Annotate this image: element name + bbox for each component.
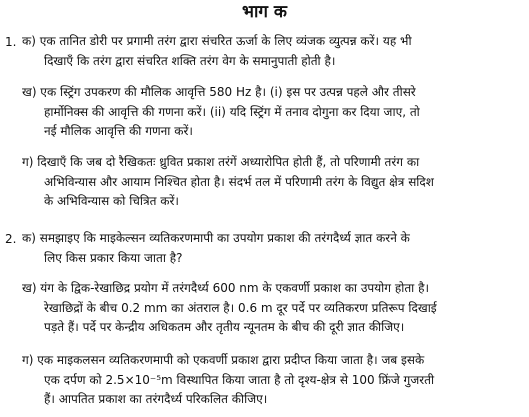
question-1-part-c-line-1: ग) दिखाएँ कि जब दो रैखिकतः ध्रुवित प्रकाश तरंगें अध्यारोपित होती हैं, तो परिणामी तरंग का [22,155,420,169]
section-title: भाग क [242,2,287,22]
question-2-part-a [22,229,522,268]
question-1-part-b-line-1: ख) एक स्ट्रिंग उपकरण की मौलिक आवृत्ति 580 Hz है। (i) इस पर उत्पन्न पहले और तीसरे [22,85,416,99]
question-number-1: 1. [5,35,17,49]
question-1-part-c [22,153,522,212]
question-2-part-c-line-3: हैं। आपतित प्रकाश का तरंगदैर्ध्य परिकलित कीजिए। [44,392,268,406]
question-2-part-b [22,279,522,338]
question-2-part-c [22,351,522,410]
question-2-part-b-line-2: रेखाछिद्रों के बीच 0.2 mm का अंतराल है। 0.6 m दूर पर्दे पर व्यतिकरण प्रतिरूप दिखाई [44,300,437,315]
question-2-part-c-line-1: ग) एक माइकलसन व्यतिकरणमापी को एकवर्णी प्रकाश द्वारा प्रदीप्त किया जाता है। जब इसके [22,353,425,367]
question-1-part-a-line-2: दिखाएँ कि तरंग द्वारा संचरित शक्ति तरंग वेग के समानुपाती होती है। [44,53,336,68]
question-1-part-c-line-3: के अभिविन्यास को चित्रित करें। [44,194,179,208]
question-1-part-b-line-3: नई मौलिक आवृत्ति की गणना करें। [44,124,193,138]
question-2-part-c-line-2: एक दर्पण को 2.5×10⁻⁵m विस्थापित किया जाता है तो दृश्य-क्षेत्र से 100 फ्रिंजे गुजरती [44,372,435,387]
question-1-part-a-line-1: क) एक तानित डोरी पर प्रगामी तरंग द्वारा संचरित ऊर्जा के लिए व्यंजक व्युत्पन्न करें। यह भी [22,34,412,48]
question-number-2: 2. [5,232,17,246]
question-2-part-a-line-2: लिए किस प्रकार किया जाता है? [44,250,183,265]
question-1-part-b [22,83,522,142]
question-1-part-b-line-2: हार्मोनिक्स की आवृत्ति की गणना करें। (ii) यदि स्ट्रिंग में तनाव दोगुना कर दिया जाए, तो [44,104,420,119]
question-2-part-b-line-3: पड़ते हैं। पर्दे पर केन्द्रीय अधिकतम और तृतीय न्यूनतम के बीच की दूरी ज्ञात कीजिए। [44,320,405,334]
question-1-part-a [22,32,522,71]
question-1-part-c-line-2: अभिविन्यास और आयाम निश्चित होता है। संदर्भ तल में परिणामी तरंग के विद्युत क्षेत्र सदिश [44,174,434,189]
question-2-part-b-line-1: ख) यंग के द्विक-रेखाछिद्र प्रयोग में तरंगदैर्ध्य 600 nm के एकवर्णी प्रकाश का उपयोग होता है। [22,281,430,295]
question-2-part-a-line-1: क) समझाइए कि माइकेल्सन व्यतिकरणमापी का उपयोग प्रकाश की तरंगदैर्ध्य ज्ञात करने के [22,231,410,245]
